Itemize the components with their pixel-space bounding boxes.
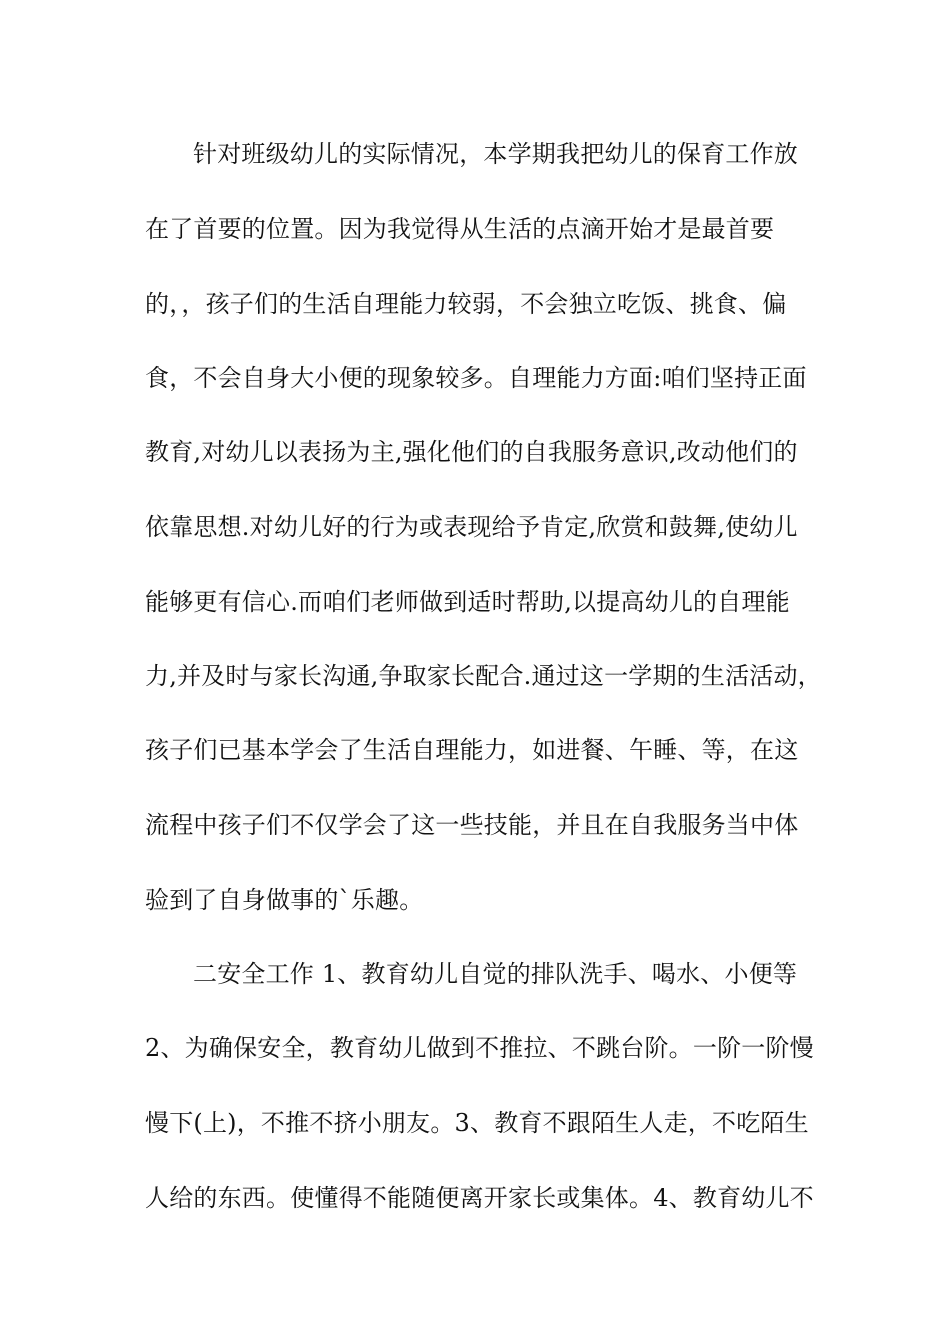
paragraph-2-line-3: 慢下(上)，不推不挤小朋友。3、教育不跟陌生人走，不吃陌生	[145, 1109, 809, 1137]
paragraph-1-line-5: 教育,对幼儿以表扬为主,强化他们的自我服务意识,改动他们的	[145, 438, 798, 466]
paragraph-1-line-1: 针对班级幼儿的实际情况，本学期我把幼儿的保育工作放	[193, 140, 798, 168]
paragraph-1-line-9: 孩子们已基本学会了生活自理能力，如进餐、午睡、等，在这	[145, 736, 799, 764]
paragraph-1-line-10: 流程中孩子们不仅学会了这一些技能，并且在自我服务当中体	[145, 811, 799, 839]
paragraph-2-line-4: 人给的东西。使懂得不能随便离开家长或集体。4、教育幼儿不	[145, 1184, 814, 1212]
paragraph-1-line-7: 能够更有信心.而咱们老师做到适时帮助,以提高幼儿的自理能	[145, 588, 790, 616]
paragraph-1-line-2: 在了首要的位置。因为我觉得从生活的点滴开始才是最首要	[145, 215, 775, 243]
paragraph-1-line-6: 依靠思想.对幼儿好的行为或表现给予肯定,欣赏和鼓舞,使幼儿	[145, 513, 798, 541]
paragraph-2-line-1: 二安全工作 1、教育幼儿自觉的排队洗手、喝水、小便等	[193, 960, 798, 988]
paragraph-1-line-4: 食，不会自身大小便的现象较多。自理能力方面:咱们坚持正面	[145, 364, 807, 392]
paragraph-2-line-2: 2、为确保安全，教育幼儿做到不推拉、不跳台阶。一阶一阶慢	[145, 1034, 814, 1062]
paragraph-1-line-8: 力,并及时与家长沟通,争取家长配合.通过这一学期的生活活动，	[145, 662, 822, 690]
paragraph-1-line-11: 验到了自身做事的`乐趣。	[145, 886, 424, 914]
paragraph-1-line-3: 的，，孩子们的生活自理能力较弱，不会独立吃饭、挑食、偏	[145, 290, 787, 318]
